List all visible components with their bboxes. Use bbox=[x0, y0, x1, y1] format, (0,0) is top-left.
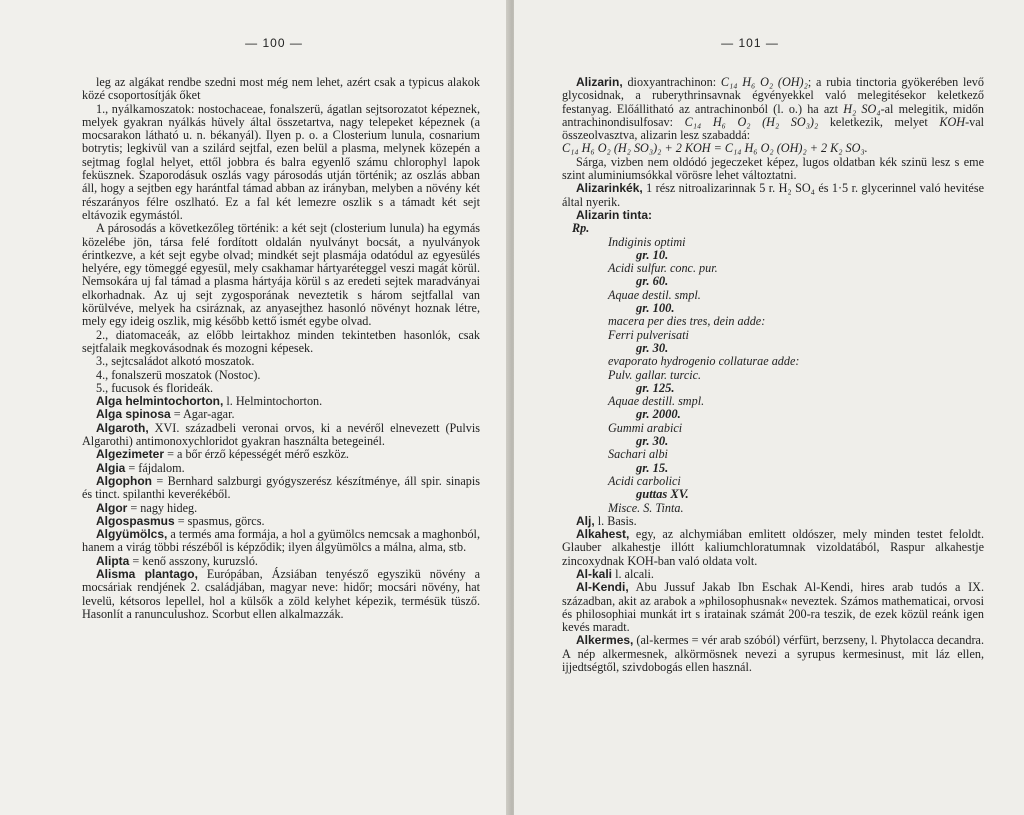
entry-paragraph bbox=[82, 475, 480, 502]
entry-text: (al-kermes = vér arab szóból) vérfürt, berzseny, l. Phytolacca decandra. A nép alkermesnek, alkörmösnek nevezi a syrupus kermesinust, mit láz ellen, ijjedtségtől, szivdobogás ellen használ. bbox=[562, 633, 984, 675]
recipe-ingredient: Ferri pulverisati bbox=[608, 327, 689, 342]
entry-paragraph bbox=[562, 568, 984, 581]
entry-text: 2., diatomaceák, az előbb leirtakhoz minden tekintetben hasonlók, csak sejtfalaik megkovásodnak és mozogni képesek. bbox=[82, 327, 480, 355]
recipe-quantity: guttas XV. bbox=[636, 487, 689, 502]
entry-text: 5., fucusok és florideák. bbox=[96, 380, 214, 395]
entry-paragraph bbox=[82, 369, 480, 382]
recipe-quantity: gr. 10. bbox=[636, 247, 669, 262]
entry-text: -val összeolvasztva, alizarin lesz szabaddá: bbox=[562, 114, 985, 143]
entry-text: 3., sejtcsaládot alkotó moszatok. bbox=[96, 354, 255, 369]
recipe-ingredient: Aquae destill. smpl. bbox=[608, 394, 705, 409]
recipe-ingredient: Acidi carbolici bbox=[608, 473, 681, 488]
entry-heading: Alizarin, bbox=[576, 75, 623, 89]
entry-heading: Alipta bbox=[96, 553, 130, 568]
entry-heading: Algospasmus bbox=[96, 513, 175, 528]
entry-paragraph bbox=[82, 76, 480, 103]
entry-text: 4., fonalszerü moszatok (Nostoc). bbox=[96, 367, 261, 382]
entry-paragraph bbox=[82, 408, 480, 421]
recipe-ingredient: Pulv. gallar. turcic. bbox=[608, 367, 702, 382]
recipe-ingredient: Gummi arabici bbox=[608, 420, 683, 435]
entry-heading: Alkermes, bbox=[576, 633, 634, 648]
left-page bbox=[0, 0, 510, 815]
entry-paragraph bbox=[82, 395, 480, 408]
recipe-quantity: gr. 2000. bbox=[636, 407, 681, 422]
entry-paragraph bbox=[562, 528, 984, 568]
entry-paragraph bbox=[82, 555, 480, 568]
entry-text: dioxyantrachinon: bbox=[622, 75, 721, 89]
entry-heading: Alj, bbox=[576, 513, 595, 528]
entry-heading: Alkahest, bbox=[576, 527, 630, 542]
recipe-quantity: gr. 30. bbox=[636, 340, 669, 355]
recipe-ingredient: Sachari albi bbox=[608, 447, 668, 462]
entry-text: = a bőr érző képességét mérő eszköz. bbox=[164, 447, 349, 462]
entry-text: l. Helmintochorton. bbox=[223, 394, 323, 409]
recipe-quantity: gr. 60. bbox=[636, 274, 669, 289]
entry-paragraph bbox=[82, 103, 480, 223]
entry-paragraph bbox=[82, 448, 480, 461]
recipe-quantity: gr. 100. bbox=[636, 301, 675, 316]
entry-heading: Algor bbox=[96, 500, 128, 515]
recipe-rp: Rp. bbox=[572, 221, 590, 236]
entry-text: = fájdalom. bbox=[125, 460, 185, 475]
entry-paragraph bbox=[82, 382, 480, 395]
entry-text: Abu Jussuf Jakab Ibn Eschak Al-Kendi, hires arab tudós a IX. században, akit az arabok a »philosophusnak« neveztek. Számos mathematicai, orvosi és philosophiai munkát irt s iratainak számát 200-ra teszik, de ezek közül reánk igen kevés maradt. bbox=[562, 580, 984, 635]
entry-text: = spasmus, görcs. bbox=[174, 513, 265, 528]
entry-paragraph bbox=[82, 462, 480, 475]
right-page bbox=[514, 0, 1024, 815]
entry-text: = Bernhard salzburgi gyógyszerész készítménye, áll spir. sinapis és tinct. spilanthi keverékéből. bbox=[82, 473, 480, 502]
entry-text: = kenő asszony, kuruzsló. bbox=[129, 553, 258, 568]
entry-heading: Al-kali bbox=[576, 566, 613, 581]
recipe-list bbox=[562, 236, 984, 515]
entry-text: keletkezik, melyet bbox=[818, 114, 940, 129]
entry-heading: Alizarinkék, bbox=[576, 181, 643, 196]
entry-text: -al melegitik, midőn antrachinondisulfosav: bbox=[562, 101, 984, 129]
entry-paragraph bbox=[562, 634, 984, 674]
entry-text: l. alcali. bbox=[612, 566, 654, 581]
formula: C₁₄ H₆ O₂ (OH)₂ bbox=[720, 75, 808, 89]
entry-alizarin bbox=[562, 76, 984, 142]
entry-paragraph bbox=[562, 515, 984, 528]
entry-text: 1., nyálkamoszatok: nostochaceae, fonalszerü, ágatlan sejtsorozatot képeznek, melyek gyakran nyálkás hüvely által összetartva, nagy telepeket képeznek (a mocsarakon látható u. n. békanyál). Ilyen p. o. a Closterium lunula, cosnarium botrytis; legkivül van a szilárd sejtfal, ezen belül a plasma, melynek közepén a sejtmag foglal helyet, ettől jobbra és balra egyenlő számu chlorophyl lapok feküsznek. Szaporodásuk oszlás vagy párosodás utján történik; az oszlás abban áll, hogy a sejtben egy harántfal támad abban az irányban, melyben a növény két részarányos félre oszlható. Ez a fal két lemezre oszlik s a támadt két sejt eltávozik egymástól. bbox=[82, 101, 480, 222]
recipe-ingredient: Acidi sulfur. conc. pur. bbox=[608, 261, 718, 276]
entry-heading: Alga helmintochorton, bbox=[96, 394, 224, 409]
entry-heading: Algia bbox=[96, 460, 126, 475]
formula: C₁₄ H₆ O₂ (H₂ SO₃)₂ bbox=[684, 114, 819, 129]
entry-paragraph bbox=[82, 568, 480, 621]
formula: H₂ SO₄ bbox=[843, 101, 881, 116]
entry-text: Európában, Ázsiában tenyésző egyszikü növény a mocsáriak rendjének 2. családjában, magyar neve: hidőr; mocsári növény, hat levelü, kétsoros lepellel, hol a külsők a zöld kelyhet képezik, termésük tüsző. Hasonlít a ranunculushoz. Scorbut ellen alkalmazzák. bbox=[82, 566, 480, 621]
recipe-quantity: gr. 30. bbox=[636, 434, 669, 449]
entry-paragraph bbox=[82, 355, 480, 368]
entry-paragraph bbox=[82, 329, 480, 356]
recipe-quantity: gr. 125. bbox=[636, 380, 675, 395]
entry-text: ; a rubia tinctoria gyökerében levő glycosidnak, a ruberythrinsavnak égvényekkel való melegitésekor keletkező festanyag. Előállitható az antrachinonból (l. o.) ha azt bbox=[562, 75, 984, 116]
recipe-ingredient: Aquae destil. smpl. bbox=[608, 287, 701, 302]
entry-paragraph bbox=[82, 502, 480, 515]
entry-heading: Alisma plantago, bbox=[96, 566, 198, 581]
recipe-ingredient: macera per dies tres, dein adde: bbox=[608, 314, 766, 329]
entry-text: A párosodás a következőleg történik: a két sejt (closterium lunula) ha egymás közelébe jön, társa felé fordított oldalán nyulványt bocsát, a nyulványok érintkezve, a két sejt egybe olvad; mindkét sejt plasmája odatódul az egyesülés helyére, egy tömeggé egyesül, mely csakhamar hártyaréteggel veszi magát körül. Nemsokára uj fal támad a plasma hártyája körül s az eredeti sejtek maradványai elkorhadnak. Az uj sejt zygosporának neveztetik s három sejtfallal van körülvéve, melyek ha csiráznak, az anyasejthez hasonló növényt hoznak létre, mely egy ideig oszlik, mig később kettő ismét egybe olvad. bbox=[82, 221, 480, 329]
entry-heading: Algophon bbox=[96, 473, 152, 488]
entry-text: = Agar-agar. bbox=[170, 407, 235, 422]
recipe-ingredient: Misce. S. Tinta. bbox=[608, 500, 684, 515]
entry-alizarin-tinta bbox=[562, 209, 984, 222]
entry-alizarinkek bbox=[562, 182, 984, 209]
entry-text: XVI. századbeli veronai orvos, ki a nevéről elnevezett (Pulvis Algarothi) antimonoxychloridot gyakran használta betegeinél. bbox=[82, 420, 480, 449]
recipe-quantity: gr. 15. bbox=[636, 460, 669, 475]
entry-text: = nagy hideg. bbox=[127, 500, 198, 515]
entry-heading: Al-Kendi, bbox=[576, 580, 629, 595]
left-text-column bbox=[82, 76, 480, 621]
entry-text: a termés ama formája, a hol a gyümölcs nemcsak a maghonból, hanem a virág többi részéből is képződik; ilyen álgyümölcs a málna, alma, stb. bbox=[82, 527, 480, 555]
chemical-equation: C₁₄ H₆ O₂ (H₂ SO₃)₂ + 2 KOH = C₁₄ H₆ O₂ (OH)₂ + 2 K₂ SO₃. bbox=[562, 141, 868, 156]
formula: KOH bbox=[939, 114, 966, 129]
entry-heading: Alizarin tinta: bbox=[576, 207, 653, 222]
entry-paragraph bbox=[82, 528, 480, 555]
recipe-ingredient: Indiginis optimi bbox=[608, 234, 686, 249]
entry-heading: Alga spinosa bbox=[96, 407, 171, 422]
entry-heading: Algezimeter bbox=[96, 447, 165, 462]
entry-text-paragraph: Sárga, vizben nem oldódó jegeczeket képez, lugos oldatban kék szinü lesz s eme szint aluminiumsókkal vörösre lehet változtatni. bbox=[562, 154, 984, 183]
entry-heading: Algaroth, bbox=[96, 420, 149, 435]
entry-text: l. Basis. bbox=[594, 513, 637, 528]
entry-text: egy, az alchymiában emlitett oldószer, mely minden testet feloldt. Glauber alkahestje illótt kaliumchloratumnak vizoldatából, Raspur alkahestje zincoxydnak KOH-ban való oldata volt. bbox=[562, 527, 984, 568]
recipe-ingredient: evaporato hydrogenio collaturae adde: bbox=[608, 354, 800, 369]
right-tail-entries bbox=[562, 515, 984, 675]
entry-paragraph bbox=[82, 515, 480, 528]
right-text-column bbox=[562, 76, 984, 674]
entry-heading: Algyümölcs, bbox=[96, 527, 168, 542]
entry-paragraph bbox=[82, 222, 480, 328]
entry-text: 1 rész nitroalizarinnak 5 r. H₂ SO₄ és 1·5 r. glycerinnel való hevitése által nyerik. bbox=[562, 181, 984, 209]
left-page-number: — 100 — bbox=[245, 36, 303, 50]
entry-paragraph bbox=[562, 581, 984, 634]
right-page-number: — 101 — bbox=[721, 36, 779, 50]
entry-paragraph bbox=[82, 422, 480, 449]
entry-text: leg az algákat rendbe szedni most még nem lehet, azért csak a typicus alakok közé csoportosítják őket bbox=[82, 75, 480, 103]
